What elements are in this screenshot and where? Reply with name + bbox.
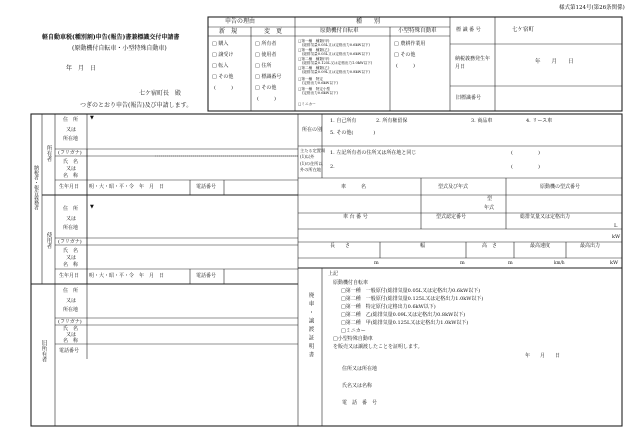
approval-number-label: 型式認定番号 — [436, 214, 467, 220]
certificate-item-3[interactable]: □第一種 特定原付(定格出力0.6kW以下) — [341, 304, 436, 310]
user-dob-value[interactable]: 明・大・昭・平・令 年 月 日 — [89, 273, 165, 279]
old-plate-number-label: 旧標識番号 — [456, 95, 482, 101]
moped-item-3[interactable]: □第二種 種類(甲) (総排気量0.125L又は定格出力1.0kW以下) — [298, 57, 373, 65]
moped-item-minicar[interactable]: □ミニカー — [298, 102, 316, 106]
moped-item-5[interactable]: □第一種 特定 (定格出力0.6kW以下) — [298, 77, 338, 85]
reason-new-header: 新 規 — [219, 28, 238, 35]
previous-owner-side-label: 旧所有者 — [40, 340, 47, 362]
special-other-paren: ( ) — [396, 63, 415, 69]
owner-name-label: 氏 名 — [63, 159, 79, 165]
plate-number-value[interactable]: 七ケ宿町 — [512, 27, 535, 33]
reason-change-plate[interactable]: □ 標識番号 — [255, 74, 282, 80]
reason-change-address[interactable]: □ 住所 — [255, 63, 272, 69]
reason-new-other-paren: ( ) — [214, 85, 233, 91]
storage-label-line-4: 外の所在地 — [300, 166, 321, 172]
user-dob-label: 生年月日 — [59, 273, 80, 279]
owner-phone-label: 電話番号 — [196, 184, 217, 190]
storage-paren-1: ( ) — [511, 150, 540, 156]
storage-label-line-3: (1)の住所以 — [300, 160, 323, 166]
length-label: 長 さ — [330, 243, 351, 249]
reason-change-other-paren: ( ) — [257, 96, 276, 102]
width-label: 幅 — [420, 243, 426, 249]
certificate-name-label: 氏名又は名称 — [342, 383, 373, 389]
special-vehicle-header: 小型特殊自動車 — [398, 28, 437, 34]
unit-kilowatt: kW — [612, 234, 621, 240]
reason-change-header: 変 更 — [264, 28, 283, 35]
location-option-2[interactable]: 2. 所有権留保 — [376, 118, 408, 124]
engine-model-label: 原動機の型式番号 — [540, 184, 581, 190]
reason-change-owner[interactable]: □ 所有者 — [255, 41, 277, 47]
vin-label: 車 台 番 号 — [343, 214, 368, 220]
submission-date: 年 月 日 — [66, 65, 97, 72]
owner-name-sub2: 名 称 — [63, 173, 79, 179]
storage-option-2[interactable]: 2. — [330, 164, 335, 170]
max-output-label: 最高出力 — [580, 243, 601, 249]
user-phone-label: 電話番号 — [196, 273, 217, 279]
previous-owner-phone-label: 電話番号 — [59, 348, 80, 354]
model-year-label: 型式及び年式 — [438, 184, 469, 190]
certificate-address-label: 住所又は所在地 — [342, 366, 378, 372]
storage-label-line-2: (1)以外 — [300, 154, 315, 160]
owner-dob-label: 生年月日 — [59, 184, 80, 190]
previous-owner-address-sub1: 又は — [66, 298, 77, 304]
reason-new-transfer[interactable]: □ 譲受け — [212, 52, 234, 58]
user-name-sub2: 名 称 — [63, 262, 79, 268]
certificate-special-vehicle[interactable]: □小型特殊自動車 — [333, 336, 373, 342]
previous-owner-address-label: 住 所 — [63, 288, 79, 294]
previous-owner-name-sub1: 又は — [66, 332, 77, 338]
certificate-heading: 上記 — [328, 271, 339, 277]
unit-length-m: m — [374, 260, 379, 266]
certificate-item-2[interactable]: □第二種 一般原付(総排気量0.125L又は定格出力1.0kW以下) — [341, 296, 484, 302]
owner-address-mark: ▼ — [90, 115, 94, 121]
previous-owner-name-label: 氏 名 — [63, 326, 79, 332]
reason-new-purchase[interactable]: □ 購入 — [212, 41, 229, 47]
special-farming[interactable]: □ 農耕作業用 — [394, 41, 426, 47]
owner-address-sub1: 又は — [66, 127, 77, 133]
owner-kana-label: (フリガナ) — [58, 150, 82, 156]
reason-header: 申告の理由 — [225, 18, 256, 25]
unit-liter: L — [614, 223, 618, 229]
user-side-label: 使用者 — [45, 232, 52, 249]
certificate-item-1[interactable]: □第一種 一般原付(総排気量0.05L又は定格出力0.6kW以下) — [341, 288, 481, 294]
certificate-date[interactable]: 年 月 日 — [525, 353, 561, 359]
moped-item-4[interactable]: □第二種 種類(乙) (総排気量0.09L又は定格出力0.8kW以下) — [298, 66, 370, 74]
form-subtitle: (原動機付自転車・小型特殊自動車) — [72, 45, 167, 52]
owner-address-label: 住 所 — [63, 117, 79, 123]
moped-item-6[interactable]: □第一種 特定小型 (定格出力0.6kW以下) — [298, 87, 338, 95]
owner-address-sub2: 所在地 — [63, 136, 79, 142]
user-address-mark: ▼ — [90, 204, 94, 210]
user-name-sub1: 又は — [66, 255, 77, 261]
location-option-1[interactable]: 1. 自己所有 — [330, 118, 357, 124]
certificate-statement: を販売又は譲渡したことを証明します。 — [333, 344, 423, 350]
form-title: 軽自動車税(種別割)申告(報告)書兼標識交付申請書 — [42, 34, 180, 41]
reason-change-user[interactable]: □ 使用者 — [255, 52, 277, 58]
owner-dob-value[interactable]: 明・大・昭・平・令 年 月 日 — [89, 184, 165, 190]
certificate-item-5[interactable]: □第二種 甲(総排気量0.125L又は定格出力1.0kW以下) — [341, 320, 469, 326]
location-option-3[interactable]: 3. 商品車 — [471, 118, 493, 124]
unit-width-m: m — [460, 260, 465, 266]
storage-label — [300, 148, 325, 173]
reason-new-movein[interactable]: □ 転入 — [212, 63, 229, 69]
location-option-4[interactable]: 4. リース車 — [526, 118, 553, 124]
owner-name-sub1: 又は — [66, 166, 77, 172]
previous-owner-name-sub2: 名 称 — [63, 338, 79, 344]
unit-speed: km/h — [554, 260, 565, 265]
taxpayer-group-label: 納税者・報告義務者 — [33, 165, 39, 210]
maker-label: 車 名 — [341, 184, 367, 190]
reason-change-other[interactable]: □ その他 — [255, 85, 277, 91]
storage-option-1[interactable]: 1. 左記所有者の住所又は所在地と同じ — [330, 150, 417, 156]
plate-number-label: 標 識 番 号 — [456, 27, 481, 33]
model-sub-label: 型 — [487, 196, 493, 202]
declaration-statement: つぎのとおり申告(報告)及び申請します。 — [80, 102, 193, 109]
moped-header: 原動機付自転車 — [320, 28, 359, 34]
unit-output-kw: kW — [610, 260, 619, 266]
addressee: 七ケ宿町長 殿 — [139, 90, 182, 97]
storage-paren-2: ( ) — [511, 164, 540, 170]
special-other[interactable]: □ その他 — [394, 52, 416, 58]
certificate-side-label: 廃車・譲渡証明書 — [307, 292, 314, 360]
max-speed-label: 最高速度 — [530, 243, 551, 249]
user-address-sub1: 又は — [66, 216, 77, 222]
user-kana-label: (フリガナ) — [58, 239, 82, 245]
storage-label-line-1: 主たる定置場 — [300, 148, 326, 153]
certificate-item-4[interactable]: □第二種 乙(総排気量0.09L又は定格出力0.8kW以下) — [341, 312, 466, 318]
location-option-5[interactable]: 5. その他( ) — [330, 130, 376, 136]
moped-item-1[interactable]: □第一種 種類(甲) (総排気量0.05L又は定格出力0.6kW以下) — [298, 39, 370, 47]
unit-height-m: m — [508, 260, 513, 266]
form-number: 様式第124号(第26条関係) — [559, 5, 625, 11]
certificate-moped-label: 原動機付自転車 — [333, 280, 369, 286]
type-header: 種 別 — [356, 18, 381, 25]
reason-new-other[interactable]: □ その他 — [212, 74, 234, 80]
user-address-sub2: 所在地 — [63, 225, 79, 231]
previous-owner-address-sub2: 所在地 — [63, 307, 79, 313]
location-label: 所在の別 — [302, 127, 323, 133]
certificate-phone-label: 電 話 番 号 — [342, 400, 378, 406]
certificate-item-minicar[interactable]: □ミニカー — [341, 328, 366, 334]
user-name-label: 氏 名 — [63, 248, 79, 254]
height-label: 高 さ — [482, 243, 498, 249]
previous-owner-kana-label: (フリガナ) — [58, 319, 82, 325]
displacement-label: 総排気量又は定格出力 — [520, 214, 571, 220]
moped-item-2[interactable]: □第一種 種類(乙) (総排気量0.05L又は定格出力0.6kW以下) — [298, 48, 370, 56]
tax-start-date-label: 納税義務発生年月日 — [455, 56, 491, 70]
tax-start-date-value[interactable]: 年 月 日 — [535, 59, 574, 65]
year-sub-label: 年式 — [484, 205, 495, 211]
user-address-label: 住 所 — [63, 206, 79, 212]
owner-side-label: 所有者 — [45, 145, 52, 162]
